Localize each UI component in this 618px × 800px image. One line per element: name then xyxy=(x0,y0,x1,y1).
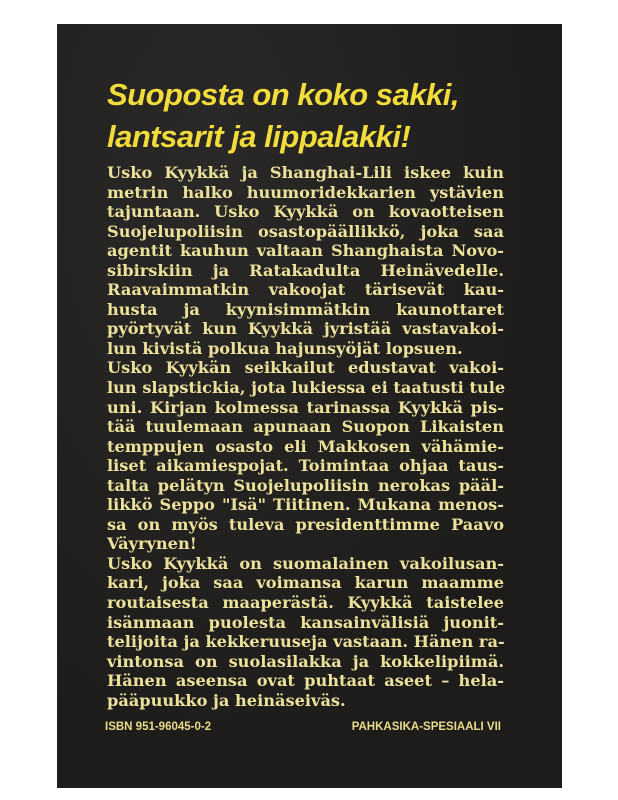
blurb-line: Hänen aseensa ovat puhtaat aseet – hela- xyxy=(107,671,504,691)
blurb-line: talta pelätyn Suojelupoliisin nerokas pääl- xyxy=(107,475,504,495)
blurb-line: Raavaimmatkin vakoojat tärisevät kau- xyxy=(107,280,504,300)
blurb-line: metrin halko huumoridekkarien ystävien xyxy=(107,182,504,202)
headline-line: lantsarit ja lippalakki! xyxy=(107,119,411,154)
blurb-line: pääpuukko ja heinäseiväs. xyxy=(107,690,346,710)
blurb-text xyxy=(107,163,504,710)
blurb-line: likkö Seppo "Isä" Tiitinen. Mukana menos- xyxy=(107,495,504,515)
blurb-line: vintonsa on suolasilakka ja kokkelipiimä. xyxy=(107,651,504,671)
blurb-line: Usko Kyykkä on suomalainen vakoilusan- xyxy=(107,553,504,573)
blurb-line: lun kivistä polkua hajunsyöjät lopsuen. xyxy=(107,338,463,358)
blurb-line: temppujen osasto eli Makkosen vähämie- xyxy=(107,436,504,456)
blurb-line: liset aikamiespojat. Toimintaa ohjaa taus- xyxy=(107,456,504,476)
blurb-line: Usko Kyykkä ja Shanghai-Lili iskee kuin xyxy=(107,163,504,182)
blurb-line: husta ja kyynisimmätkin kaunottaret xyxy=(107,299,504,319)
blurb-line: tajuntaan. Usko Kyykkä on kovaotteisen xyxy=(107,202,504,222)
isbn: ISBN 951-96045-0-2 xyxy=(105,721,212,733)
series-name: PAHKASIKA-SPESIAALI VII xyxy=(351,721,501,733)
blurb-line: sibirskiin ja Ratakadulta Heinävedelle. xyxy=(107,260,504,280)
book-back-cover xyxy=(57,24,562,788)
blurb-line: Suojelupoliisin osastopäällikkö, joka saa xyxy=(107,221,504,241)
blurb-line: uni. Kirjan kolmessa tarinassa Kyykkä pis- xyxy=(107,397,504,417)
blurb-line: sa on myös tuleva presidenttimme Paavo xyxy=(107,514,504,534)
blurb-line: tää tuulemaan apunaan Suopon Likaisten xyxy=(107,417,504,437)
blurb-line: routaisesta maaperästä. Kyykkä taistelee xyxy=(107,593,504,613)
blurb-line: isänmaan puolesta kansainvälisiä juonit- xyxy=(107,612,504,632)
blurb-line: agentit kauhun valtaan Shanghaista Novo- xyxy=(107,241,504,261)
blurb-line: pyörtyvät kun Kyykkä jyristää vastavakoi- xyxy=(107,319,504,339)
blurb-line: lun slapstickia, jota lukiessa ei taatusti tule xyxy=(107,378,506,398)
blurb-line: Usko Kyykän seikkailut edustavat vakoi- xyxy=(107,358,504,378)
blurb-line: kari, joka saa voimansa karun maamme xyxy=(107,573,504,593)
blurb-line: Väyrynen! xyxy=(107,534,197,554)
blurb-line: telijoita ja kekkeruuseja vastaan. Hänen ra- xyxy=(107,632,505,652)
cover-headline xyxy=(107,74,527,158)
headline-line: Suoposta on koko sakki, xyxy=(107,77,459,112)
